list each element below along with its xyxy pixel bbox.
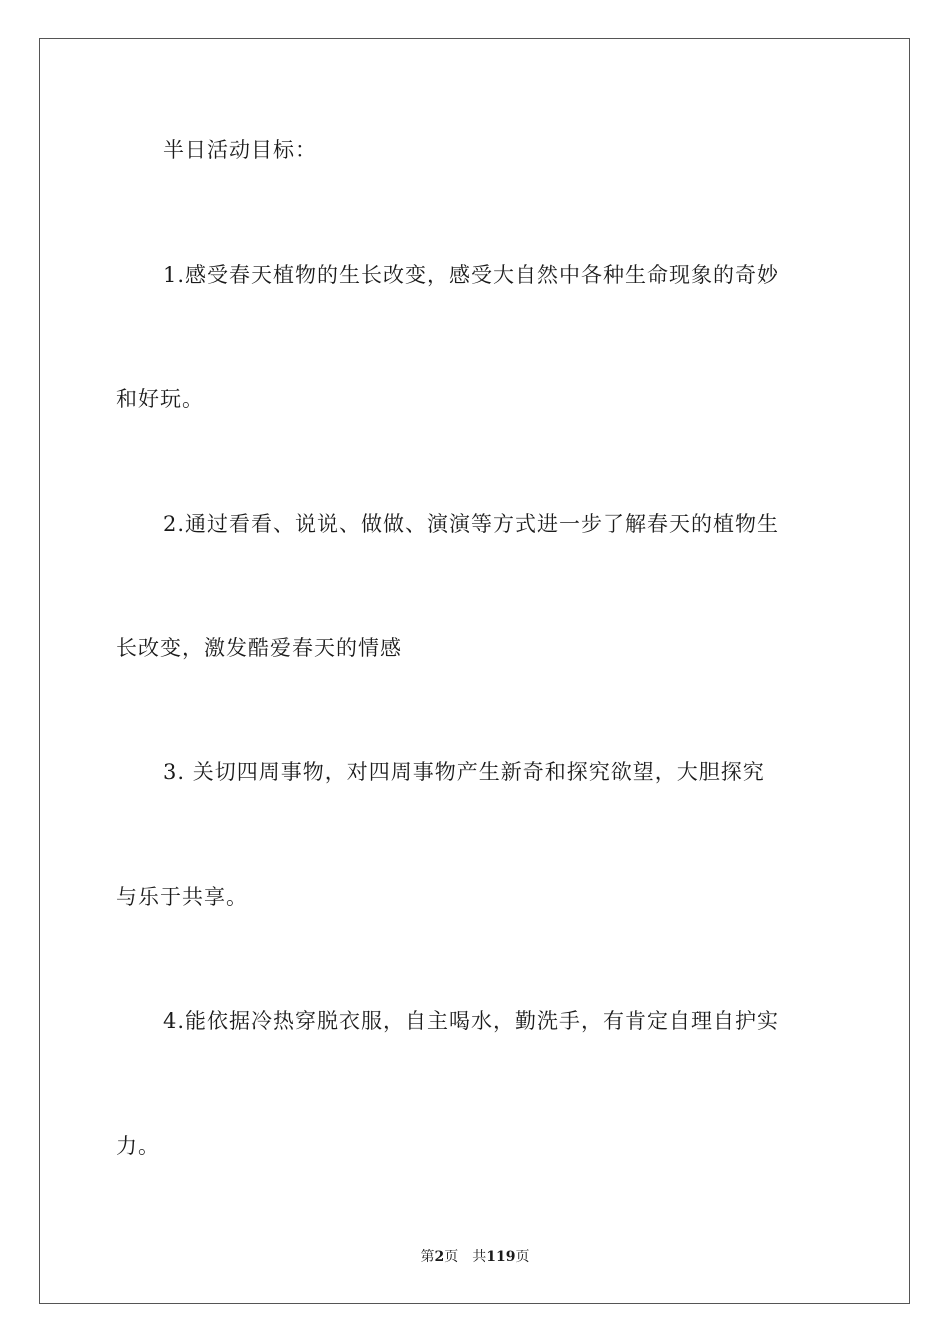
goal-3-line-1: 3. 关切四周事物，对四周事物产生新奇和探究欲望，大胆探究 [163,760,765,784]
goal-3-line-2: 与乐于共享。 [116,885,248,909]
page-frame [39,38,910,1304]
page-suffix: 页 [444,1249,459,1265]
total-pages: 119 [486,1249,516,1265]
page-number: 2 [434,1249,445,1265]
goal-4-line-2: 力。 [116,1134,160,1158]
goal-2-line-1: 2.通过看看、说说、做做、演演等方式进一步了解春天的植物生 [163,512,780,536]
total-prefix: 共 [472,1249,487,1265]
goal-2-line-2: 长改变，激发酷爱春天的情感 [116,636,402,660]
section-heading: 半日活动目标： [163,138,317,162]
goal-1-line-2: 和好玩。 [116,387,204,411]
goal-4-line-1: 4.能依据冷热穿脱衣服，自主喝水，勤洗手，有肯定自理自护实 [163,1009,780,1033]
page-footer [0,1248,950,1266]
page-prefix: 第 [420,1249,435,1265]
total-suffix: 页 [515,1249,530,1265]
goal-1-line-1: 1.感受春天植物的生长改变，感受大自然中各种生命现象的奇妙 [163,263,780,287]
